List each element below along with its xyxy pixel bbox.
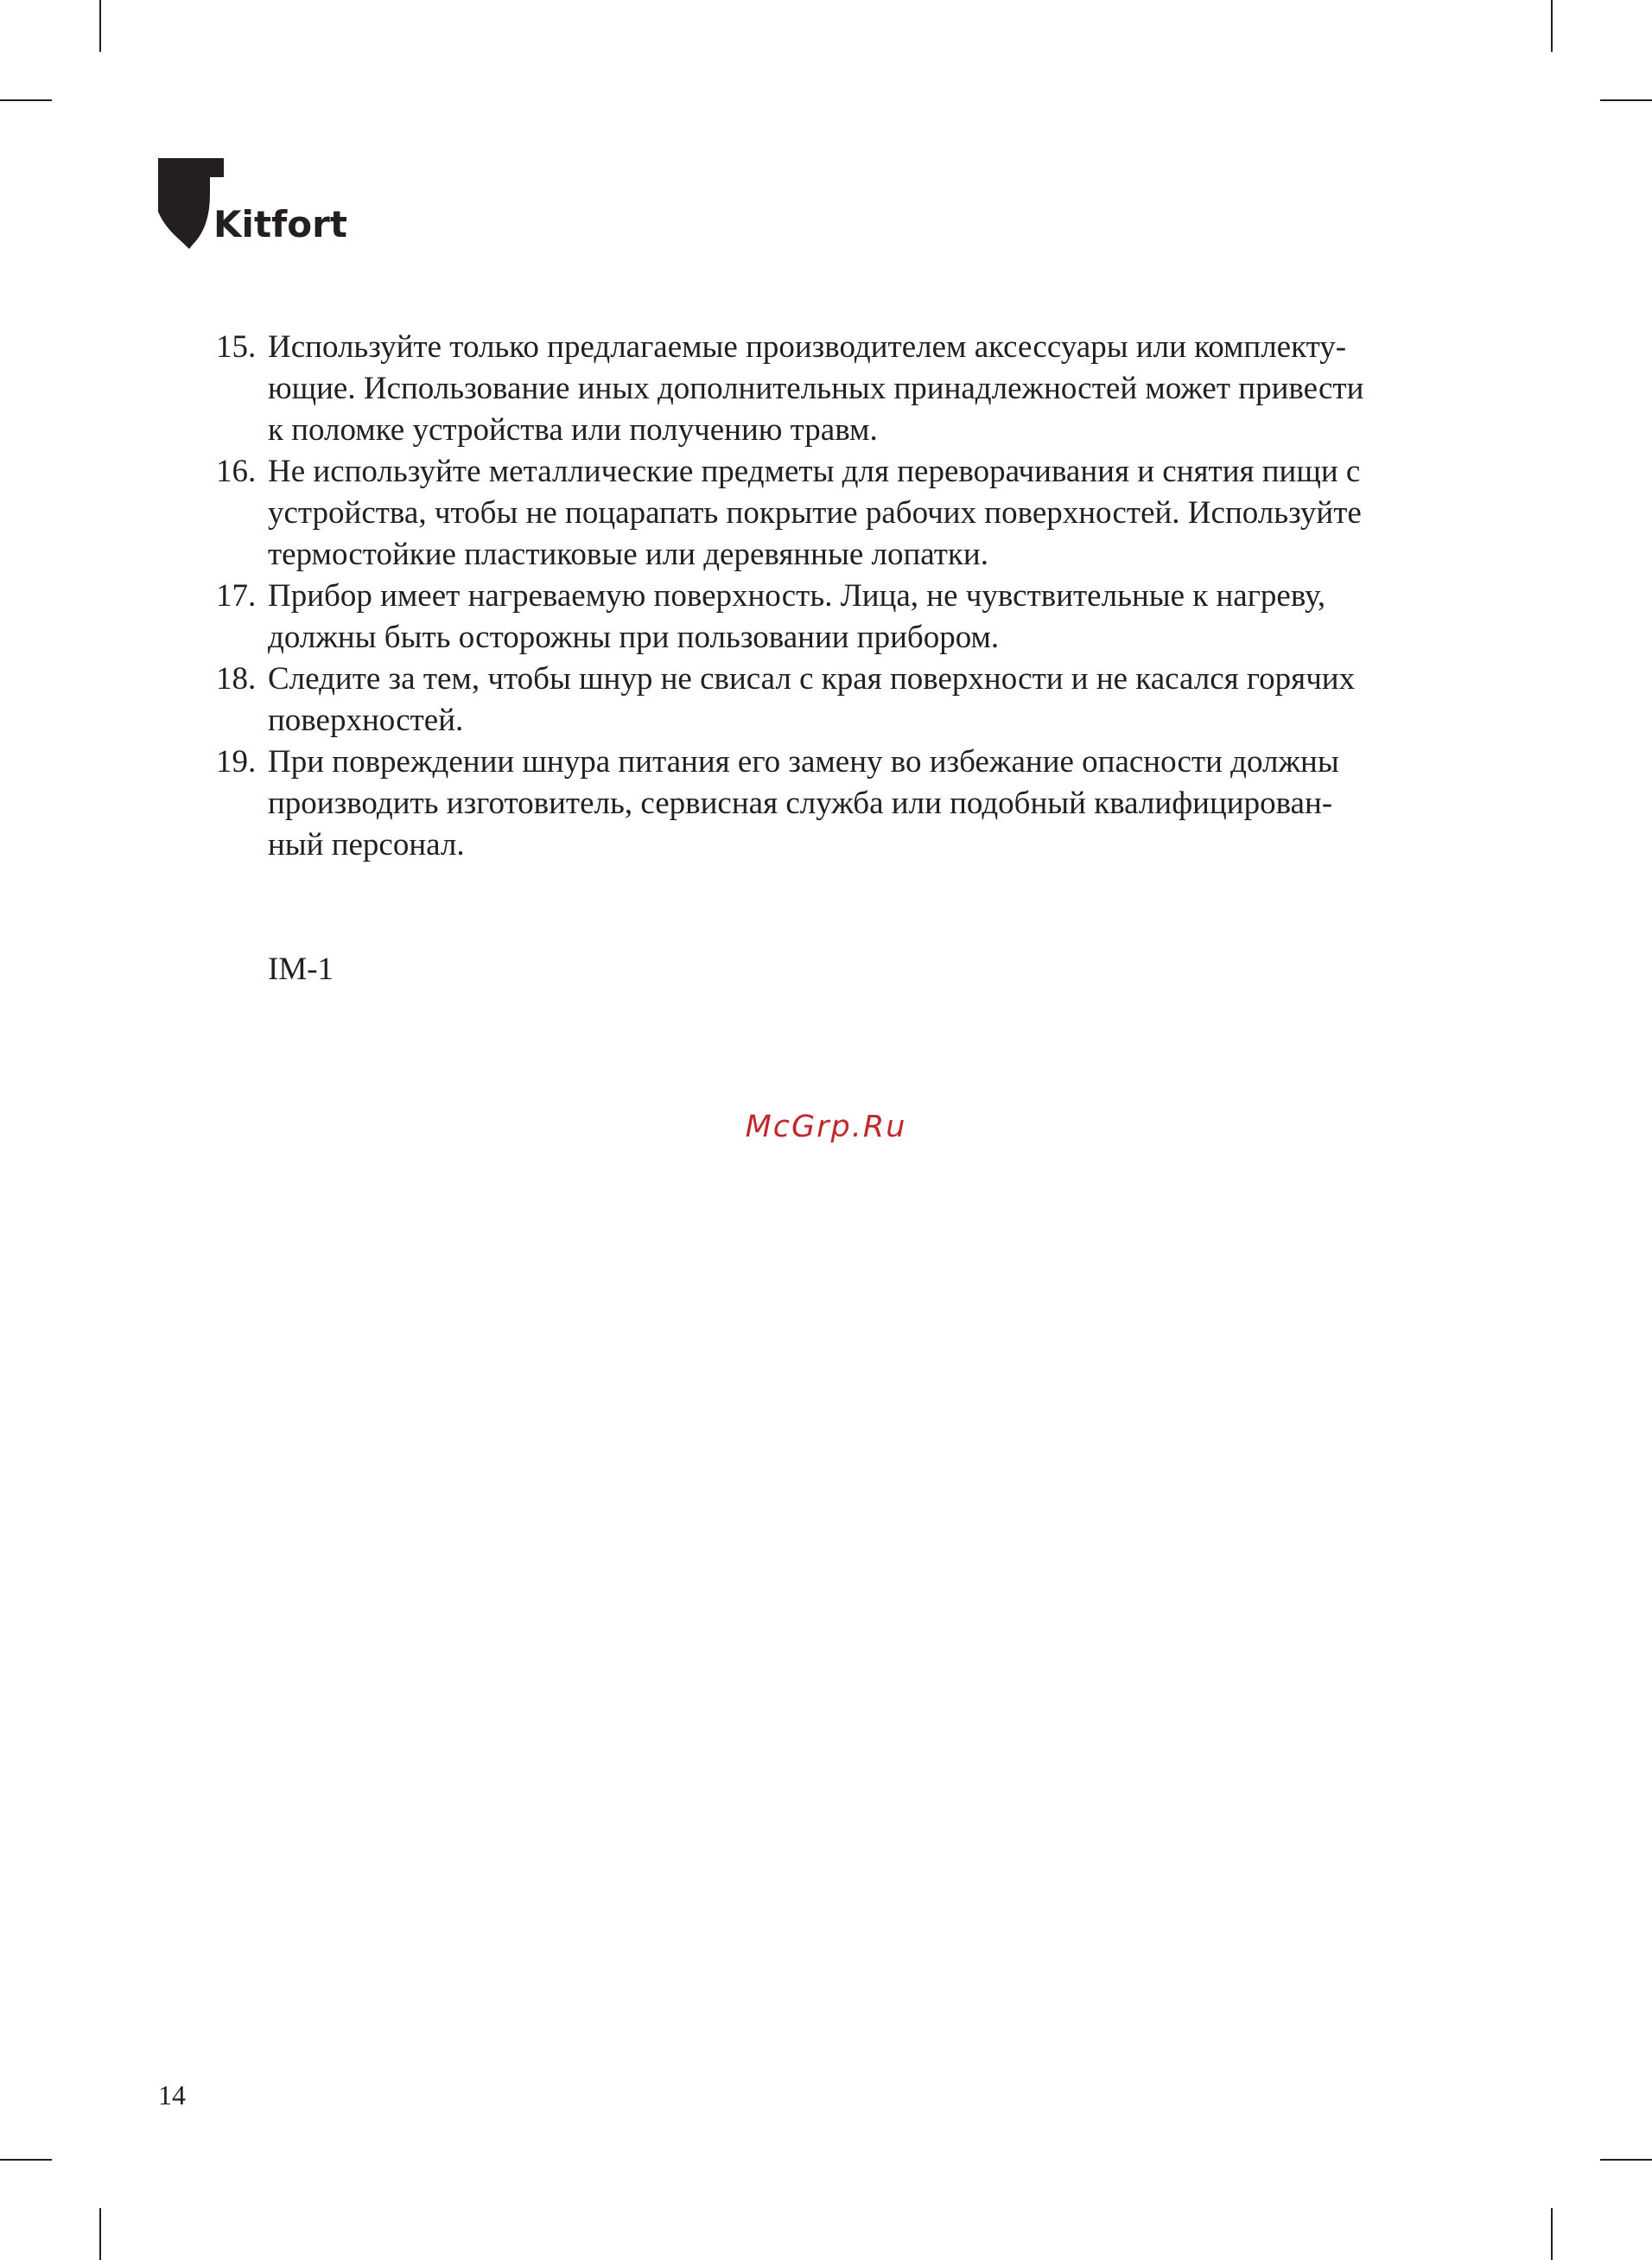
document-code: IM-1 bbox=[268, 952, 334, 987]
item-text bbox=[268, 659, 1460, 742]
crop-mark-top-left-vertical bbox=[99, 0, 101, 52]
item-number: 16. bbox=[216, 454, 257, 489]
page-number: 14 bbox=[158, 2079, 186, 2110]
item-text bbox=[268, 451, 1460, 576]
instruction-list bbox=[216, 327, 1460, 866]
crop-mark-top-right-vertical bbox=[1551, 0, 1553, 52]
crop-mark-bottom-left-vertical bbox=[99, 2208, 101, 2260]
crop-mark-bottom-left-horizontal bbox=[0, 2159, 52, 2161]
item-number: 17. bbox=[216, 578, 257, 614]
list-item bbox=[216, 327, 1460, 451]
item-text-line: поверхностей. bbox=[268, 703, 464, 738]
item-text-line: При повреждении шнура питания его замену во избежание опасности должны bbox=[268, 744, 1339, 780]
item-number: 18. bbox=[216, 661, 257, 697]
crop-mark-bottom-right-horizontal bbox=[1600, 2159, 1652, 2161]
item-text-line: производить изготовитель, сервисная служба или подобный квалифицирован- bbox=[268, 786, 1333, 821]
item-number: 15. bbox=[216, 329, 257, 365]
item-text-line: Используйте только предлагаемые производителем аксессуары или комплекту- bbox=[268, 329, 1347, 365]
item-text-line: Не используйте металлические предметы для переворачивания и снятия пищи с bbox=[268, 454, 1361, 489]
item-text bbox=[268, 327, 1460, 451]
list-item bbox=[216, 742, 1460, 866]
brand-logo bbox=[158, 158, 348, 251]
item-number: 19. bbox=[216, 744, 257, 780]
item-text-line: должны быть осторожны при пользовании прибором. bbox=[268, 620, 1000, 655]
item-text-line: термостойкие пластиковые или деревянные лопатки. bbox=[268, 537, 988, 572]
crop-mark-bottom-right-vertical bbox=[1551, 2208, 1553, 2260]
crop-mark-top-right-horizontal bbox=[1600, 99, 1652, 101]
list-item bbox=[216, 576, 1460, 659]
item-text-line: к поломке устройства или получению травм. bbox=[268, 412, 878, 448]
list-item bbox=[216, 659, 1460, 742]
item-text-line: Прибор имеет нагреваемую поверхность. Лица, не чувствительные к нагреву, bbox=[268, 578, 1326, 614]
brand-name: Kitfort bbox=[213, 203, 347, 245]
item-text bbox=[268, 576, 1460, 659]
list-item bbox=[216, 451, 1460, 576]
item-text-line: Следите за тем, чтобы шнур не свисал с края поверхности и не касался горячих bbox=[268, 661, 1356, 697]
item-text bbox=[268, 742, 1460, 866]
watermark: McGrp.Ru bbox=[745, 1110, 907, 1144]
item-text-line: ющие. Использование иных дополнительных принадлежностей может привести bbox=[268, 371, 1364, 406]
crop-mark-top-left-horizontal bbox=[0, 99, 52, 101]
item-text-line: ный персонал. bbox=[268, 827, 465, 863]
item-text-line: устройства, чтобы не поцарапать покрытие рабочих поверхностей. Используйте bbox=[268, 495, 1362, 531]
